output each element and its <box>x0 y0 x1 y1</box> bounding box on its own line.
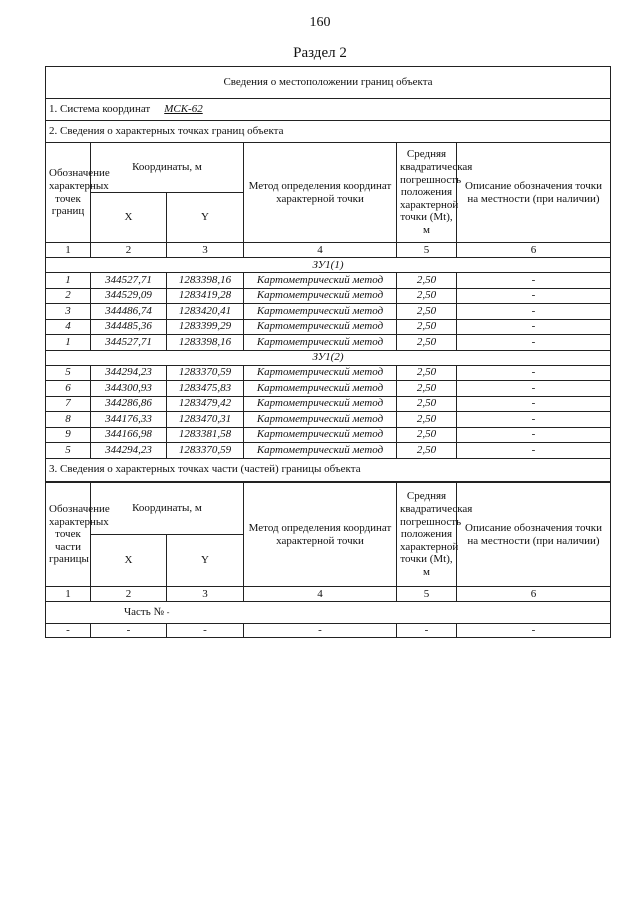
cell-y: 1283479,42 <box>167 396 244 412</box>
column-number: 6 <box>457 587 611 602</box>
cell-method: Картометрический метод <box>244 427 397 443</box>
cell-accuracy: 2,50 <box>397 335 457 351</box>
group-header: ЗУ1(1) <box>46 258 611 273</box>
part-value: - <box>166 608 170 618</box>
header-accuracy: Средняя квадратическая погрешность положения характерной точки (Mt), м <box>397 483 457 587</box>
cell-description: - <box>457 335 611 351</box>
cell-x: 344286,86 <box>91 396 167 412</box>
table-row <box>46 412 611 428</box>
cell-description: - <box>457 624 611 638</box>
cell-accuracy: 2,50 <box>397 396 457 412</box>
cell-accuracy: 2,50 <box>397 288 457 304</box>
column-number: 3 <box>167 587 244 602</box>
cell-description: - <box>457 319 611 335</box>
cell-accuracy: 2,50 <box>397 443 457 459</box>
header-method: Метод определения координат характерной точки <box>244 483 397 587</box>
column-number: 3 <box>167 243 244 258</box>
cell-point: 3 <box>46 304 91 320</box>
cell-method: Картометрический метод <box>244 443 397 459</box>
part-row <box>46 602 611 624</box>
part-label: Часть № <box>124 606 164 619</box>
column-number: 5 <box>397 243 457 258</box>
cell-description: - <box>457 273 611 289</box>
table-row <box>46 304 611 320</box>
cell-method: Картометрический метод <box>244 288 397 304</box>
cell-point: 1 <box>46 273 91 289</box>
cell-method: Картометрический метод <box>244 396 397 412</box>
header-point-label: Обозначение характерных точек части границы <box>46 483 91 587</box>
page-number: 160 <box>309 15 331 30</box>
cell-y: 1283420,41 <box>167 304 244 320</box>
cell-x: 344529,09 <box>91 288 167 304</box>
table-row <box>46 335 611 351</box>
header-coords: Координаты, м <box>91 483 244 535</box>
cell-point: 9 <box>46 427 91 443</box>
column-number: 1 <box>46 587 91 602</box>
cell-point: 7 <box>46 396 91 412</box>
cell-x: 344485,36 <box>91 319 167 335</box>
cell-method: Картометрический метод <box>244 304 397 320</box>
header-y: Y <box>167 193 244 243</box>
column-numbers-row <box>46 243 611 258</box>
cell-accuracy: 2,50 <box>397 304 457 320</box>
table-row <box>46 624 611 638</box>
cell-method: Картометрический метод <box>244 273 397 289</box>
cell-x: 344294,23 <box>91 443 167 459</box>
cell-x: - <box>91 624 167 638</box>
cell-accuracy: 2,50 <box>397 319 457 335</box>
cell-accuracy: - <box>397 624 457 638</box>
column-number: 4 <box>244 243 397 258</box>
coord-system-value: МСК-62 <box>164 103 203 116</box>
cell-point: - <box>46 624 91 638</box>
table-row <box>46 273 611 289</box>
cell-x: 344166,98 <box>91 427 167 443</box>
cell-point: 8 <box>46 412 91 428</box>
cell-method: Картометрический метод <box>244 381 397 397</box>
boundary-table <box>45 66 611 482</box>
column-number: 5 <box>397 587 457 602</box>
cell-method: Картометрический метод <box>244 365 397 381</box>
cell-description: - <box>457 288 611 304</box>
section-title: Раздел 2 <box>293 45 347 61</box>
cell-description: - <box>457 381 611 397</box>
table-row <box>46 396 611 412</box>
cell-method: Картометрический метод <box>244 319 397 335</box>
cell-y: 1283398,16 <box>167 335 244 351</box>
table-row <box>46 427 611 443</box>
header-x: X <box>91 193 167 243</box>
cell-y: - <box>167 624 244 638</box>
table-row <box>46 365 611 381</box>
cell-point: 4 <box>46 319 91 335</box>
column-number: 2 <box>91 587 167 602</box>
column-numbers-row <box>46 587 611 602</box>
cell-point: 2 <box>46 288 91 304</box>
cell-x: 344486,74 <box>91 304 167 320</box>
cell-accuracy: 2,50 <box>397 365 457 381</box>
points-heading: 2. Сведения о характерных точках границ объекта <box>46 121 611 143</box>
cell-x: 344294,23 <box>91 365 167 381</box>
coord-system-label: 1. Система координат <box>49 103 151 116</box>
header-description: Описание обозначения точки на местности (при наличии) <box>457 143 611 243</box>
cell-y: 1283399,29 <box>167 319 244 335</box>
table-row <box>46 319 611 335</box>
cell-y: 1283419,28 <box>167 288 244 304</box>
cell-point: 5 <box>46 443 91 459</box>
table-row <box>46 381 611 397</box>
header-y: Y <box>167 535 244 587</box>
table-row <box>46 288 611 304</box>
cell-x: 344527,71 <box>91 335 167 351</box>
cell-y: 1283470,31 <box>167 412 244 428</box>
column-number: 6 <box>457 243 611 258</box>
cell-method: - <box>244 624 397 638</box>
column-number: 2 <box>91 243 167 258</box>
cell-description: - <box>457 443 611 459</box>
cell-method: Картометрический метод <box>244 412 397 428</box>
cell-y: 1283370,59 <box>167 443 244 459</box>
cell-accuracy: 2,50 <box>397 273 457 289</box>
parts-table <box>45 482 611 638</box>
column-number: 1 <box>46 243 91 258</box>
cell-description: - <box>457 304 611 320</box>
cell-point: 6 <box>46 381 91 397</box>
cell-y: 1283381,58 <box>167 427 244 443</box>
header-x: X <box>91 535 167 587</box>
cell-description: - <box>457 427 611 443</box>
cell-point: 5 <box>46 365 91 381</box>
cell-description: - <box>457 412 611 428</box>
coord-system-row <box>46 99 611 121</box>
cell-description: - <box>457 396 611 412</box>
cell-y: 1283370,59 <box>167 365 244 381</box>
column-number: 4 <box>244 587 397 602</box>
table-row <box>46 443 611 459</box>
table-title: Сведения о местоположении границ объекта <box>46 67 611 99</box>
cell-accuracy: 2,50 <box>397 412 457 428</box>
header-accuracy: Средняя квадратическая погрешность положения характерной точки (Mt), м <box>397 143 457 243</box>
cell-y: 1283398,16 <box>167 273 244 289</box>
cell-x: 344527,71 <box>91 273 167 289</box>
cell-description: - <box>457 365 611 381</box>
cell-x: 344176,33 <box>91 412 167 428</box>
cell-accuracy: 2,50 <box>397 427 457 443</box>
cell-point: 1 <box>46 335 91 351</box>
header-point-label: Обозначение характерных точек границ <box>46 143 91 243</box>
cell-y: 1283475,83 <box>167 381 244 397</box>
cell-x: 344300,93 <box>91 381 167 397</box>
header-method: Метод определения координат характерной точки <box>244 143 397 243</box>
cell-method: Картометрический метод <box>244 335 397 351</box>
header-coords: Координаты, м <box>91 143 244 193</box>
group-header: ЗУ1(2) <box>46 350 611 365</box>
parts-heading: 3. Сведения о характерных точках части (частей) границы объекта <box>46 458 611 481</box>
cell-accuracy: 2,50 <box>397 381 457 397</box>
header-description: Описание обозначения точки на местности (при наличии) <box>457 483 611 587</box>
